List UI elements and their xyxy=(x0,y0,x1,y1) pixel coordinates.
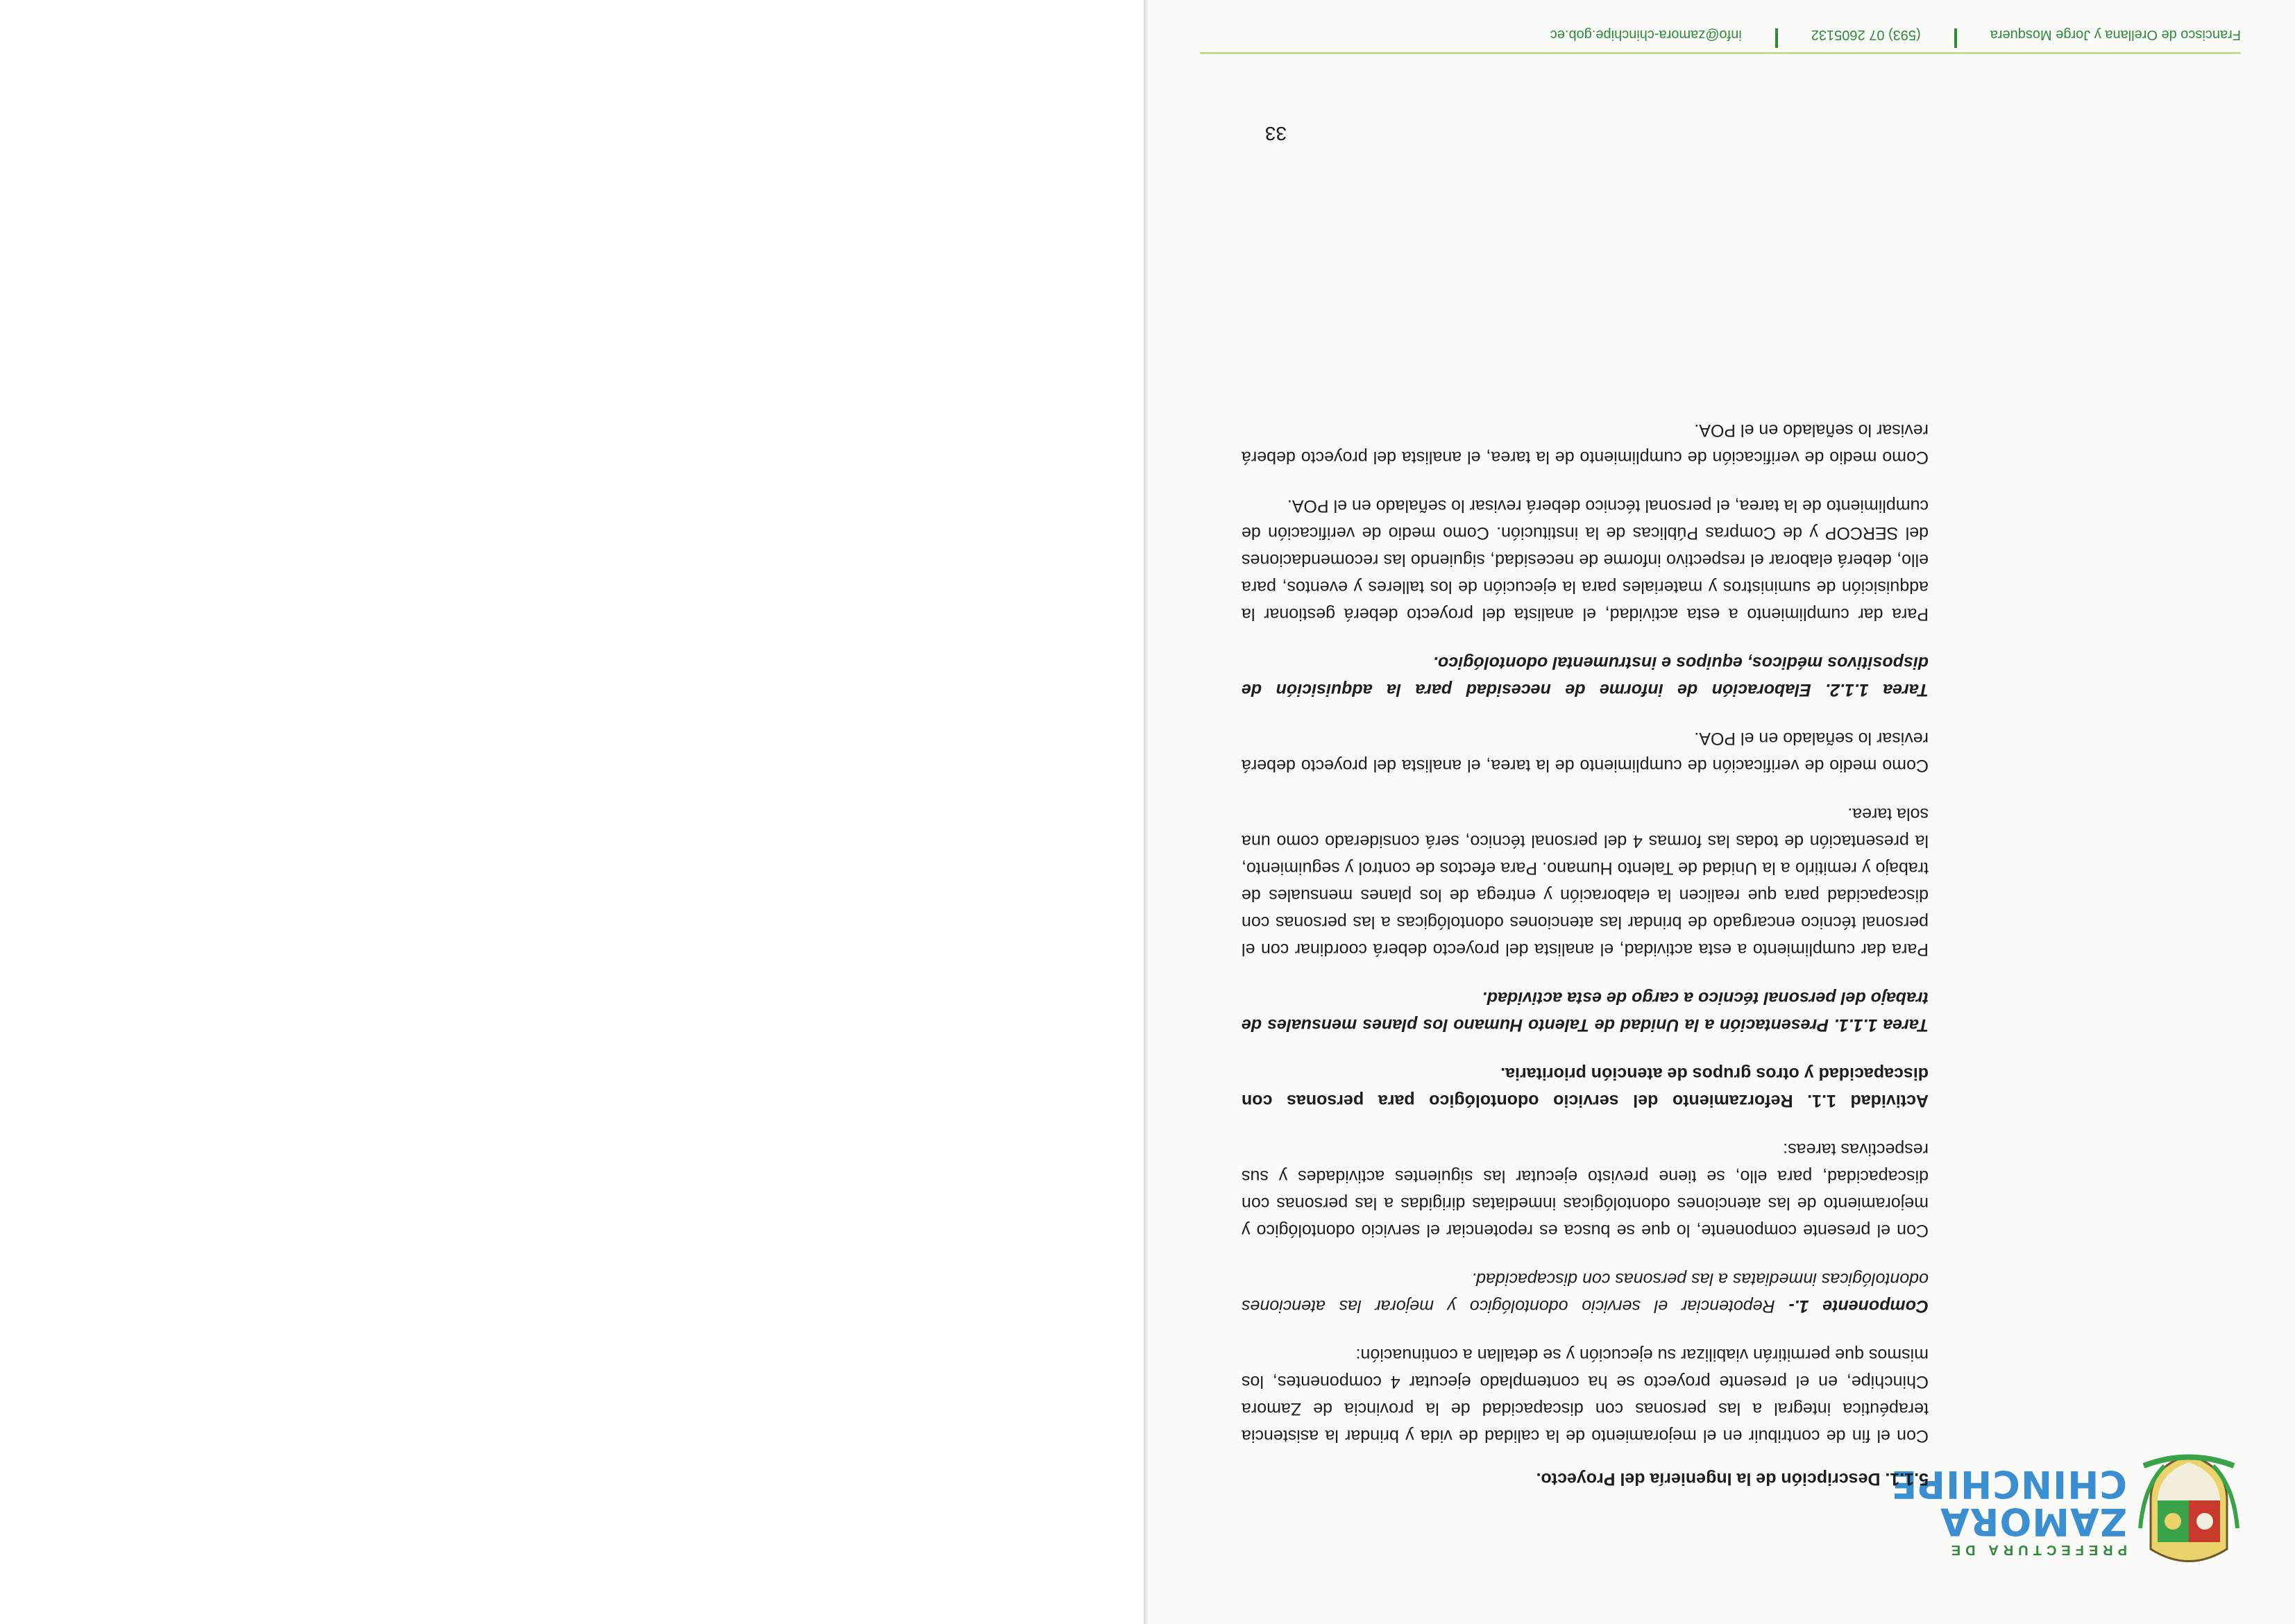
activity-heading: Actividad 1.1. Reforzamiento del servicio odontológico para personas con discapacidad y otros grupos de atención prioritaria. xyxy=(1242,1064,1929,1110)
footer xyxy=(1200,24,2241,54)
footer-email: info@zamora-chinchipe.gob.ec xyxy=(1550,27,1742,43)
task-1-description: Para dar cumplimiento a esta actividad, el analista del proyecto deberá coordinar con el personal técnico encargado de brindar las atenciones odontológicas a las personas con discapacidad para que realicen la elaboración y entrega de los planes mensuales de trabajo y remitirlo a la Unidad de Talento Humano. Para efectos de control y seguimiento, la presentación de todas las formas 4 del personal técnico, será considerado como una sola tarea. xyxy=(1242,804,1929,959)
task-1-verification: Como medio de verificación de cumplimiento de la tarea, el analista del proyecto deberá revisar lo señalado en el POA. xyxy=(1242,729,1929,775)
prefecture-logo xyxy=(1880,1452,2241,1570)
intro-paragraph: Con el fin de contribuir en el mejoramiento de la calidad de vida y brindar la asistencia terapéutica integral a las personas con discapacidad de la provincia de Zamora Chinchipe, en el presente proyecto se ha contemplado ejecutar 4 componentes, los mismos que permitirán viabilizar su ejecución y se detallan a continuación: xyxy=(1242,1345,1929,1446)
section-title: 5.1.1. Descripción de la Ingeniería del Proyecto. xyxy=(1536,1469,1929,1489)
task-2-description: Para dar cumplimiento a esta actividad, el analista del proyecto deberá gestionar la adquisición de suministros y materiales para la ejecución de los talleres y eventos, para ello, deberá elaborar el respectivo informe de necesidad, siguiendo las recomendaciones del SERCOP y de Compras Públicas de la institución. Como medio de verificación de cumplimiento de la tarea, el personal técnico deberá revisar lo señalado en el POA. xyxy=(1242,496,1929,624)
component-description: Con el presente componente, lo que se busca es repotenciar el servicio odontológico y mejoramiento de las atenciones odontológicas inmediatas dirigidas a las personas con discapacidad, para ello, se tiene previsto ejecutar las siguientes actividades y sus respectivas tareas: xyxy=(1242,1140,1929,1240)
footer-separator xyxy=(1775,28,1778,48)
footer-address: Francisco de Orellana y Jorge Mosquera xyxy=(1990,27,2241,43)
footer-separator xyxy=(1954,28,1957,48)
page-content-rotated xyxy=(1148,0,2295,1624)
logo-line-1: ZAMORA xyxy=(1940,1500,2127,1543)
component-text: Repotenciar el servicio odontológico y mejorar las atenciones odontológicas inmediatas a las personas con discapacidad. xyxy=(1242,1269,1929,1316)
coat-of-arms-icon xyxy=(2137,1452,2241,1570)
component-heading xyxy=(1242,1265,1929,1319)
document-body xyxy=(1242,395,1929,1492)
task-2-verification: Como medio de verificación de cumplimiento de la tarea, el analista del proyecto deberá revisar lo señalado en el POA. xyxy=(1242,421,1929,467)
task-2-heading: Tarea 1.1.2. Elaboración de informe de necesidad para la adquisición de dispositivos médicos, equipos e instrumental odontológico. xyxy=(1242,653,1929,700)
page-number: 33 xyxy=(1264,123,1287,144)
logo-prefix: PREFECTURA DE xyxy=(1946,1542,2127,1557)
task-1-heading: Tarea 1.1.1. Presentación a la Unidad de Talento Humano los planes mensuales de trabajo del personal técnico a cargo de esta actividad. xyxy=(1242,988,1929,1035)
logo-line-2: CHINCHIPE xyxy=(1890,1462,2127,1506)
component-label: Componente 1.- xyxy=(1788,1296,1929,1316)
footer-phone: (593) 07 2605132 xyxy=(1811,27,1921,43)
scanned-page xyxy=(1148,0,2295,1624)
